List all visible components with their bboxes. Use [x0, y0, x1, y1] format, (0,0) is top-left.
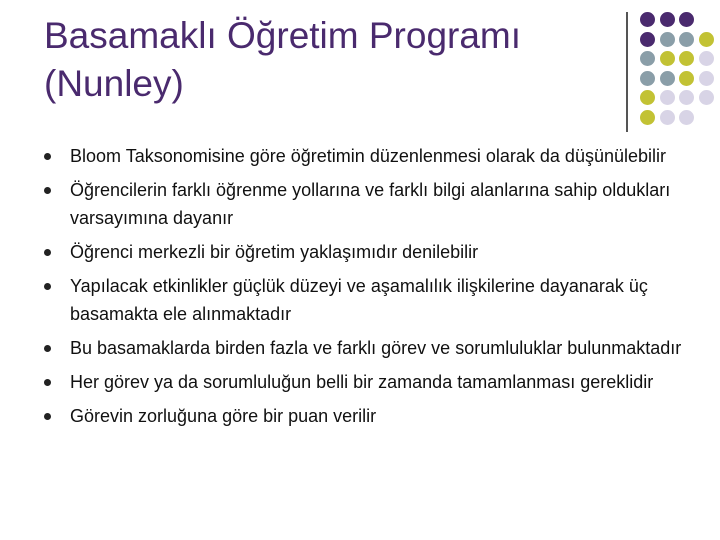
- decorative-dot: [660, 51, 675, 66]
- list-item: [44, 368, 704, 396]
- bullet-text: Her görev ya da sorumluluğun belli bir zamanda tamamlanması gereklidir: [70, 372, 654, 392]
- decorative-dot: [660, 90, 675, 105]
- decorative-dot: [699, 71, 714, 86]
- list-item: [44, 402, 704, 430]
- bullet-icon: [44, 153, 51, 160]
- decorative-dot: [640, 51, 655, 66]
- bullet-text: Bu basamaklarda birden fazla ve farklı görev ve sorumluluklar bulunmaktadır: [70, 338, 682, 358]
- decorative-dot: [699, 90, 714, 105]
- bullet-text: Öğrenci merkezli bir öğretim yaklaşımıdır denilebilir: [70, 242, 479, 262]
- bullet-icon: [44, 249, 51, 256]
- decorative-dot: [699, 51, 714, 66]
- decorative-dot-grid: [0, 0, 720, 140]
- bullet-text: Bloom Taksonomisine göre öğretimin düzenlenmesi olarak da düşünülebilir: [70, 146, 666, 166]
- bullet-icon: [44, 283, 51, 290]
- bullet-icon: [44, 345, 51, 352]
- list-item: [44, 238, 704, 266]
- decorative-dot: [679, 51, 694, 66]
- list-item: [44, 334, 704, 362]
- bullet-text: Görevin zorluğuna göre bir puan verilir: [70, 406, 377, 426]
- decorative-dot: [660, 12, 675, 27]
- bullet-icon: [44, 413, 51, 420]
- decorative-dot: [640, 12, 655, 27]
- decorative-dot: [640, 90, 655, 105]
- list-item: [44, 176, 704, 232]
- title-line-1: Basamaklı Öğretim Programı: [44, 15, 522, 56]
- bullet-list: [44, 142, 704, 436]
- decorative-dot: [679, 32, 694, 47]
- bullet-text: Öğrencilerin farklı öğrenme yollarına ve farklı bilgi alanlarına sahip oldukları varsayımına dayanır: [70, 180, 671, 228]
- decorative-dot: [640, 110, 655, 125]
- decorative-dot: [679, 12, 694, 27]
- decorative-dot: [699, 32, 714, 47]
- bullet-icon: [44, 379, 51, 386]
- decorative-dot: [640, 32, 655, 47]
- decorative-dot: [679, 90, 694, 105]
- decorative-dot: [679, 110, 694, 125]
- decorative-dot: [660, 110, 675, 125]
- list-item: [44, 142, 704, 170]
- title-line-2: (Nunley): [44, 63, 184, 104]
- bullet-text: Yapılacak etkinlikler güçlük düzeyi ve aşamalılık ilişkilerine dayanarak üç basamakta ele alınmaktadır: [70, 276, 648, 324]
- list-item: [44, 272, 704, 328]
- bullet-icon: [44, 187, 51, 194]
- decorative-dot: [660, 71, 675, 86]
- decorative-dot: [679, 71, 694, 86]
- decorative-dot: [640, 71, 655, 86]
- decorative-dot: [660, 32, 675, 47]
